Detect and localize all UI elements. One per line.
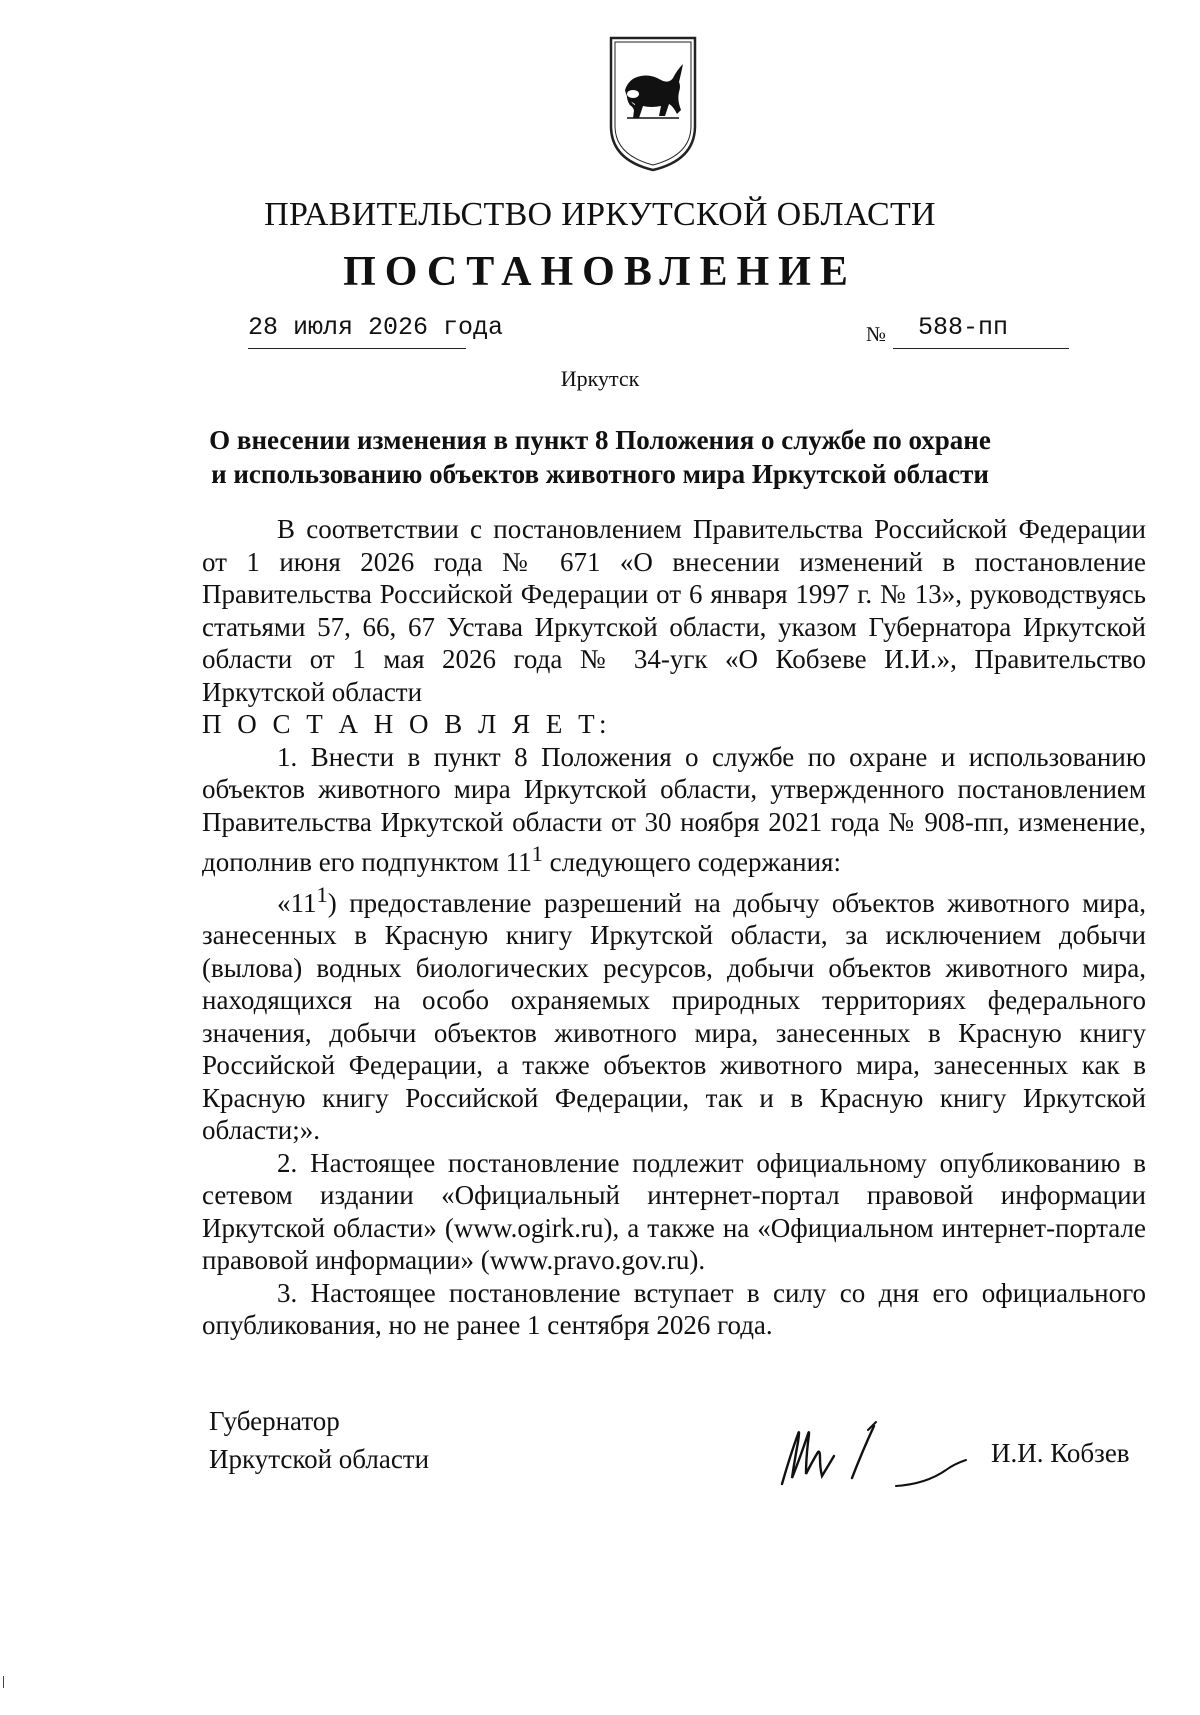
item-1-superscript: 1: [531, 841, 543, 866]
item-1-text: 1. Внести в пункт 8 Положения о службе по охране и использованию объектов животного мира Иркутской области, утвержденного постановлением Правительства Иркутской области от 30 ноября 2021 года № 908-пп, изменение, дополнив его подпунктом 11: [202, 741, 1146, 877]
position-line-2: Иркутской области: [209, 1444, 430, 1474]
signatory-position: [209, 1402, 429, 1478]
handwritten-signature-icon: [776, 1412, 986, 1492]
document-title: [0, 423, 1200, 491]
quote-number: «11: [277, 887, 317, 918]
quote-text: ) предоставление разрешений на добычу объектов животного мира, занесенных в Красную книгу Иркутской области, за исключением добычи (вылова) водных биологических ресурсов, добычи объектов животного мира, находящихся на особо охраняемых природных территориях федерального значения, добычи объектов животного мира, занесенных в Красную книгу Российской Федерации, а также объектов животного мира, занесенных как в Красную книгу Российской Федерации, так и в Красную книгу Иркутской области;».: [202, 887, 1146, 1145]
item-1-tail: следующего содержания:: [542, 847, 841, 877]
city: Иркутск: [560, 366, 640, 391]
document-number: 588-пп: [918, 313, 1009, 342]
preamble-paragraph: В соответствии с постановлением Правительства Российской Федерации от 1 июня 2026 года № 671 «О внесении изменений в постановление Правительства Российской Федерации от 6 января 1997 г. № 13», руководствуясь статьями 57, 66, 67 Устава Иркутской области, указом Губернатора Иркутской области от 1 мая 2026 года № 34-угк «О Кобзеве И.И.», Правительство Иркутской области: [202, 514, 1146, 707]
position-line-1: Губернатор: [209, 1406, 340, 1436]
scan-margin-mark: [3, 1676, 4, 1688]
government-name: ПРАВИТЕЛЬСТВО ИРКУТСКОЙ ОБЛАСТИ: [264, 196, 936, 233]
signatory-name: И.И. Кобзев: [991, 1438, 1130, 1468]
document-type: ПОСТАНОВЛЕНИЕ: [343, 249, 857, 295]
title-line-1: О внесении изменения в пункт 8 Положения о службе по охране: [209, 425, 991, 455]
title-line-2: и использованию объектов животного мира Иркутской области: [211, 459, 989, 489]
quote-superscript: 1: [316, 881, 328, 907]
item-3-paragraph: 3. Настоящее постановление вступает в силу со дня его официального опубликования, но не ранее 1 сентября 2026 года.: [202, 1277, 1146, 1340]
date-underline: [248, 348, 466, 349]
number-underline: [893, 348, 1069, 349]
document-body: [202, 513, 1146, 1342]
quote-paragraph: [202, 879, 1146, 1147]
document-date: 28 июля 2026 года: [248, 313, 504, 342]
item-2-paragraph: 2. Настоящее постановление подлежит официальному опубликованию в сетевом издании «Официальный интернет-портал правовой информации Иркутской области» (www.ogirk.ru), а также на «Официальном интернет-портале правовой информации» (www.pravo.gov.ru).: [202, 1147, 1146, 1275]
resolves-word: П О С Т А Н О В Л Я Е Т:: [202, 709, 612, 739]
coat-of-arms-icon: [607, 34, 699, 174]
number-sign: №: [866, 322, 887, 346]
item-1-paragraph: [202, 741, 1146, 879]
